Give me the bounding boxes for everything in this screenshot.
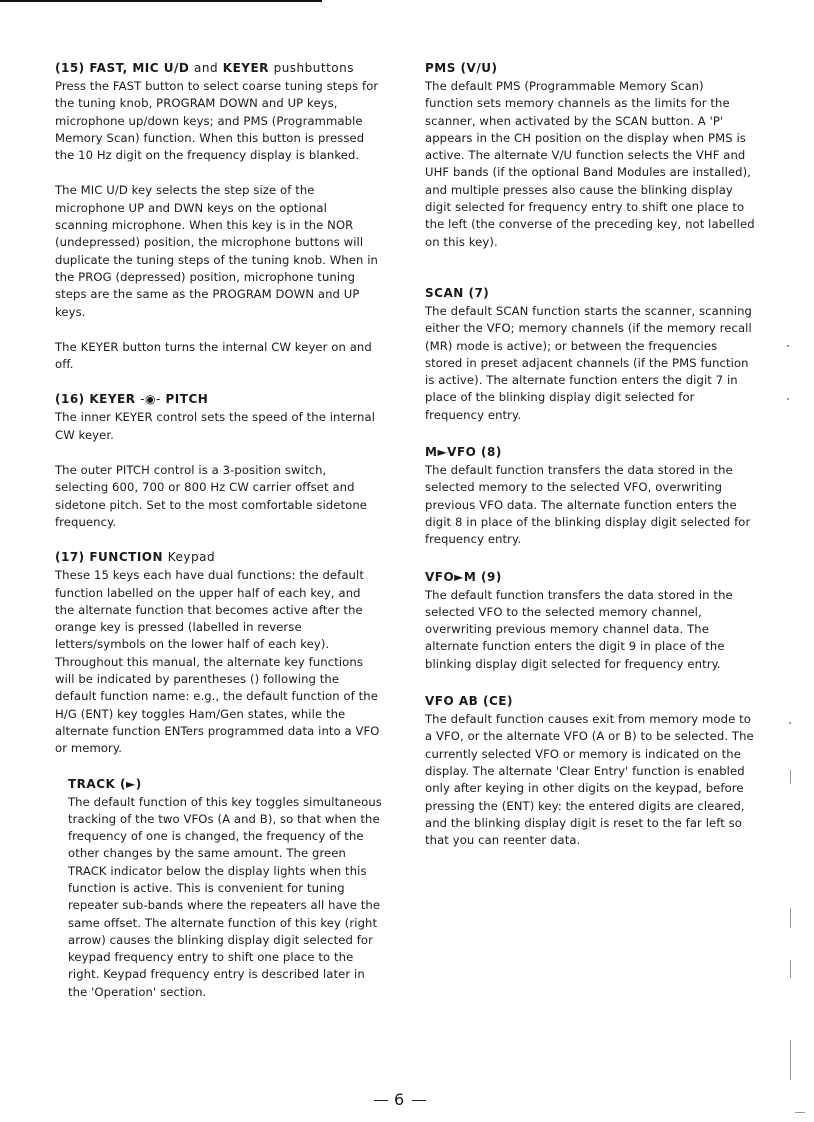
- right-column: [425, 60, 755, 849]
- scan-heading: SCAN (7): [425, 285, 490, 300]
- section-16-heading: [55, 391, 383, 407]
- page-number-value: 6: [394, 1090, 407, 1109]
- section-title: KEYER: [89, 392, 136, 407]
- paragraph: The default function of this key toggles simultaneous tracking of the two VFOs (A and B), so that when the frequency of one is changed, the frequency of the other changes by the same amount. The green TRACK indicator below the display lights when this function is active. This is convenient for tuning repeater sub-bands where the repeaters all have the same offset. The alternate function of this key (right arrow) causes the blinking display digit selected for keypad frequency entry to shift one place to the right. Keypad frequency entry is described later in the 'Operation' section.: [68, 794, 382, 999]
- track-heading: TRACK (►): [68, 776, 142, 791]
- scan-speck: [787, 345, 789, 347]
- paragraph: The default function causes exit from memory mode to a VFO, or the alternate VFO (A or B) to be selected. The currently selected VFO or memory is indicated on the display. The alternate 'Clear Entry' function is enabled only after keying in other digits on the keypad, before pressing the (ENT) key: the entered digits are cleared, and the blinking display digit is reset to the far left so that you can reenter data.: [425, 712, 754, 848]
- page-number: [368, 1090, 432, 1109]
- vfo-m-heading: VFO►M (9): [425, 569, 502, 584]
- scan-speck: [790, 1040, 791, 1080]
- section-number: (15): [55, 61, 85, 75]
- paragraph: The default function transfers the data stored in the selected VFO to the selected memory channel, overwriting previous memory channel data. The alternate function enters the digit 9 in place of the blinking display digit selected for frequency entry.: [425, 587, 733, 671]
- paragraph: These 15 keys each have dual functions: the default function labelled on the upper half of each key, and the alternate function that becomes active after the orange key is pressed (labelled in reverse letters/symbols on the lower half of each key). Throughout this manual, the alternate key functions will be indicated by parentheses () following the default function name: e.g., the default function of the H/G (ENT) key toggles Ham/Gen states, while the alternate function ENTers programmed data into a VFO or memory.: [55, 568, 380, 756]
- section-15-heading: [55, 60, 383, 76]
- scan-speck: [790, 960, 791, 978]
- track-subsection: [68, 776, 383, 1002]
- scan-speck: [795, 1112, 805, 1113]
- paragraph: The default SCAN function starts the scanner, scanning either the VFO; memory channels (if the memory recall (MR) mode is active); or between the frequencies stored in preset adjacent channels (if the PMS function is active). The alternate function enters the digit 7 in place of the blinking display digit selected for frequency entry.: [425, 303, 752, 422]
- m-vfo-heading: M►VFO (8): [425, 445, 502, 460]
- pms-heading: PMS (V/U): [425, 61, 498, 75]
- scan-speck: [787, 398, 789, 400]
- section-title: FUNCTION: [89, 550, 164, 565]
- section-title-and: and: [194, 61, 219, 75]
- paragraph: The outer PITCH control is a 3-position switch, selecting 600, 700 or 800 Hz CW carrier offset and sidetone pitch. Set to the most comfortable sidetone frequency.: [55, 463, 368, 529]
- scan-speck: [790, 770, 791, 784]
- section-title-2: KEYER: [222, 61, 269, 75]
- section-number: (17): [55, 550, 85, 565]
- paragraph: The default function transfers the data stored in the selected memory to the selected VFO, overwriting previous VFO data. The alternate function enters the digit 8 in place of the blinking display digit selected for frequency entry.: [425, 463, 751, 547]
- paragraph: The inner KEYER control sets the speed of the internal CW keyer.: [55, 410, 376, 442]
- top-rule: [0, 0, 322, 2]
- scan-speck: [790, 908, 791, 928]
- scan-speck: [789, 722, 791, 724]
- paragraph: The KEYER button turns the internal CW keyer on and off.: [55, 339, 372, 372]
- paragraph: Press the FAST button to select coarse tuning steps for the tuning knob, PROGRAM DOWN and UP keys, microphone up/down keys; and PMS (Programmable Memory Scan) function. When this button is pressed the 10 Hz digit on the frequency display is blanked.: [55, 79, 379, 163]
- paragraph: The MIC U/D key selects the step size of the microphone UP and DWN keys on the optional scanning microphone. When this key is in the NOR (undepressed) position, the microphone buttons will duplicate the tuning steps of the tuning knob. When in the PROG (depressed) position, microphone tuning steps are the same as the PROGRAM DOWN and UP keys.: [55, 183, 378, 319]
- left-column: [55, 60, 383, 1001]
- section-title: FAST, MIC U/D: [89, 61, 190, 75]
- section-17-heading: [55, 549, 383, 565]
- section-title-rest: Keypad: [167, 550, 216, 565]
- section-number: (16): [55, 392, 85, 407]
- section-title-2: PITCH: [165, 392, 209, 407]
- vfo-ab-heading: VFO AB (CE): [425, 694, 513, 709]
- section-title-rest: pushbuttons: [273, 61, 354, 75]
- knob-symbol-icon: -◉-: [140, 392, 161, 407]
- paragraph: The default PMS (Programmable Memory Scan) function sets memory channels as the limits for the scanner, when activated by the SCAN button. A 'P' appears in the CH position on the display when PMS is active. The alternate V/U function selects the VHF and UHF bands (if the optional Band Modules are installed), and multiple presses also cause the blinking display digit selected for frequency entry to shift one place to the left (the converse of the preceding key, not labelled on this key).: [425, 79, 755, 249]
